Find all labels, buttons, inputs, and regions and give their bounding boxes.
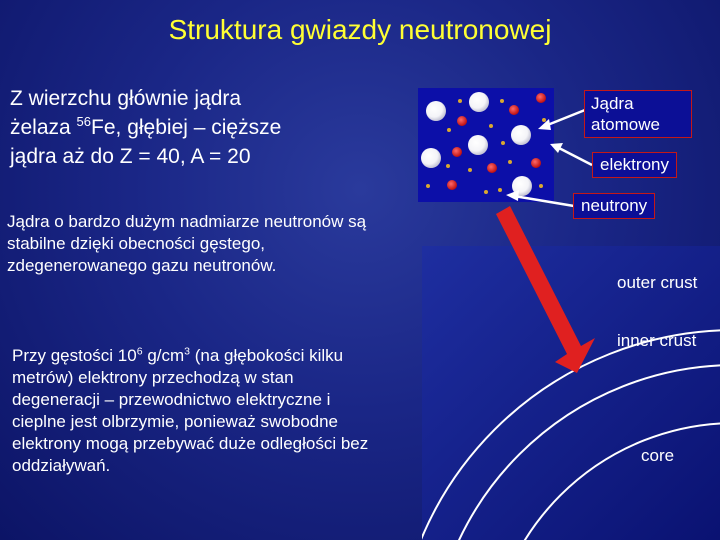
neutrons-label: neutrony	[573, 193, 655, 219]
p3-pre: Przy gęstości 10	[12, 346, 137, 365]
electron	[539, 184, 543, 188]
p3-mid: g/cm	[142, 346, 185, 365]
nucleus	[469, 92, 489, 112]
neutron	[531, 158, 541, 168]
neutron-excess-paragraph: Jądra o bardzo dużym nadmiarze neutronów są stabilne dzięki obecności gęstego, zdegenerowanego gazu neutronów.	[7, 212, 367, 275]
nucleus	[511, 125, 531, 145]
p3-unit-exponent: 3	[184, 345, 191, 358]
electron	[468, 168, 472, 172]
inner-crust-label: inner crust	[617, 331, 697, 350]
neutron	[457, 116, 467, 126]
slide-title: Struktura gwiazdy neutronowej	[168, 14, 552, 45]
electron	[426, 184, 430, 188]
nuclei-inset	[418, 88, 554, 202]
nucleus	[468, 135, 488, 155]
p3-exponent: 6	[136, 345, 143, 358]
intro-line-2-post: Fe, głębiej – cięższe	[91, 116, 282, 139]
electron	[542, 118, 546, 122]
nuclei-label: Jądra atomowe	[584, 90, 692, 138]
electron	[498, 188, 502, 192]
electron	[447, 128, 451, 132]
intro-line-1: Z wierzchu głównie jądra	[10, 87, 242, 110]
electron	[458, 99, 462, 103]
intro-line-3: jądra aż do Z = 40, A = 20	[10, 145, 251, 168]
outer-crust-label: outer crust	[617, 273, 698, 292]
neutron	[536, 93, 546, 103]
p3-post: (na głębokości kilku metrów) elektrony przechodzą w stan degeneracji – przewodnictwo elektryczne i cieplne jest olbrzymie, ponieważ swobodne elektrony mogą przebywać duże odległości bez oddziaływań.	[12, 346, 369, 475]
electron	[484, 190, 488, 194]
electron	[508, 160, 512, 164]
neutron	[452, 147, 462, 157]
electron	[500, 99, 504, 103]
core-label: core	[641, 446, 675, 465]
nucleus	[421, 148, 441, 168]
electron	[489, 124, 493, 128]
nucleus	[426, 101, 446, 121]
electrons-label: elektrony	[592, 152, 677, 178]
neutron	[509, 105, 519, 115]
neutron	[447, 180, 457, 190]
neutron	[487, 163, 497, 173]
electron	[501, 141, 505, 145]
intro-line-2-pre: żelaza	[10, 116, 77, 139]
iron-mass-number: 56	[76, 114, 92, 129]
electron	[446, 164, 450, 168]
electrons-pointer-arrow	[557, 147, 592, 165]
